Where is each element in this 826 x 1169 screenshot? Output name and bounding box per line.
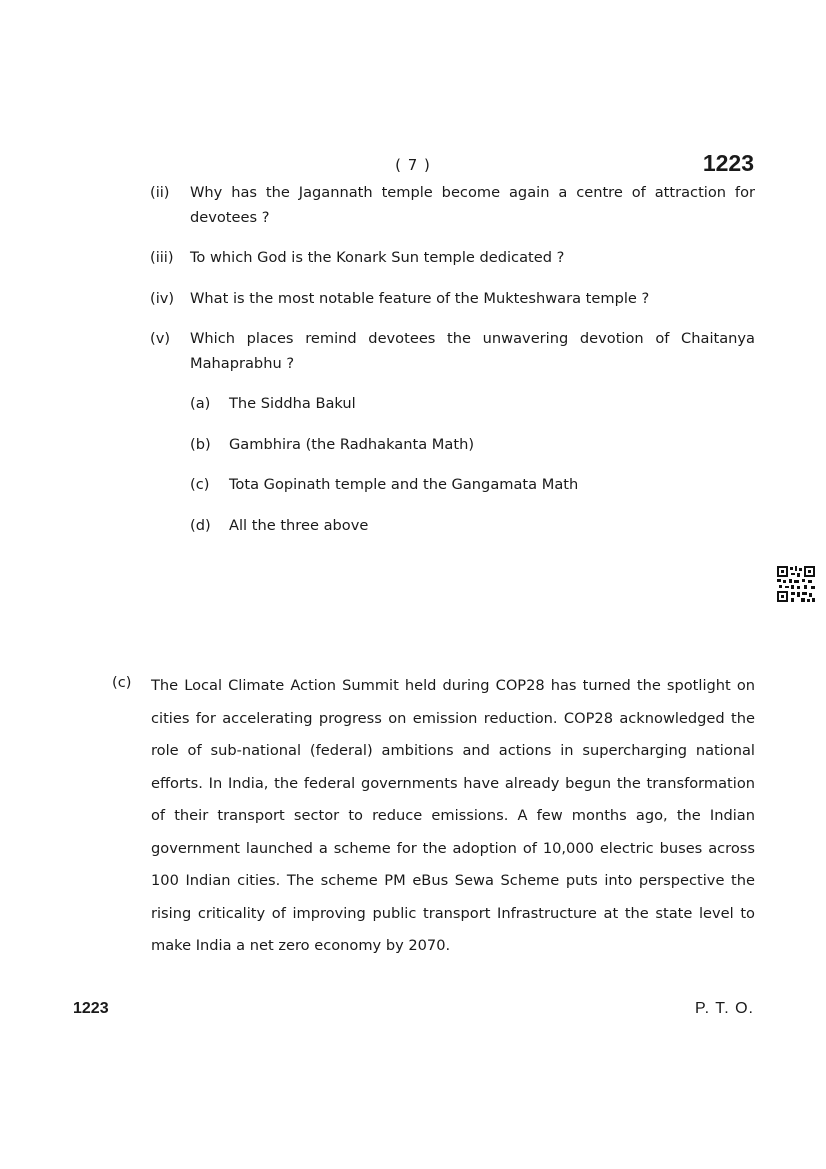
option-label: (d): [190, 517, 211, 534]
qr-code-icon: [776, 565, 816, 603]
option-label: (b): [190, 436, 211, 453]
option-b: [0, 432, 826, 457]
question-text: Why has the Jagannath temple become again a centre of attraction for devotees ?: [190, 184, 755, 226]
question-number: (v): [150, 330, 171, 347]
option-c: [0, 472, 826, 497]
option-d: [0, 513, 826, 538]
option-label: (a): [190, 395, 211, 412]
question-text: To which God is the Konark Sun temple dedicated ?: [190, 249, 565, 266]
passage-text: The Local Climate Action Summit held during COP28 has turned the spotlight on cities for accelerating progress on emission reduction. COP28 acknowledged the role of sub-national (federal) ambitions and actions in supercharging national efforts. In India, the federal governments have already begun the transformation of their transport sector to reduce emissions. A few months ago, the Indian government launched a scheme for the adoption of 10,000 electric buses across 100 Indian cities. The scheme PM eBus Sewa Scheme puts into perspective the rising criticality of improving public transport Infrastructure at the state level to make India a net zero economy by 2070.: [151, 677, 755, 954]
question-text: Which places remind devotees the unwavering devotion of Chaitanya Mahaprabhu ?: [190, 330, 755, 372]
question-iii: [0, 245, 826, 270]
option-text: Gambhira (the Radhakanta Math): [229, 436, 475, 453]
paper-code-header: 1223: [702, 150, 754, 176]
question-ii: [0, 180, 826, 230]
option-text: All the three above: [229, 517, 369, 534]
option-text: The Siddha Bakul: [229, 395, 356, 412]
question-iv: [0, 286, 826, 311]
pto-label: P. T. O.: [695, 1000, 754, 1017]
page-number: ( 7 ): [395, 156, 431, 174]
option-a: [0, 391, 826, 416]
question-text: What is the most notable feature of the Mukteshwara temple ?: [190, 290, 650, 307]
question-number: (ii): [150, 184, 170, 201]
option-label: (c): [190, 476, 210, 493]
question-number: (iii): [150, 249, 174, 266]
option-text: Tota Gopinath temple and the Gangamata Math: [229, 476, 579, 493]
paper-code-footer: 1223: [73, 1000, 109, 1017]
section-label: (c): [112, 674, 132, 691]
question-v: [0, 326, 826, 376]
question-number: (iv): [150, 290, 175, 307]
